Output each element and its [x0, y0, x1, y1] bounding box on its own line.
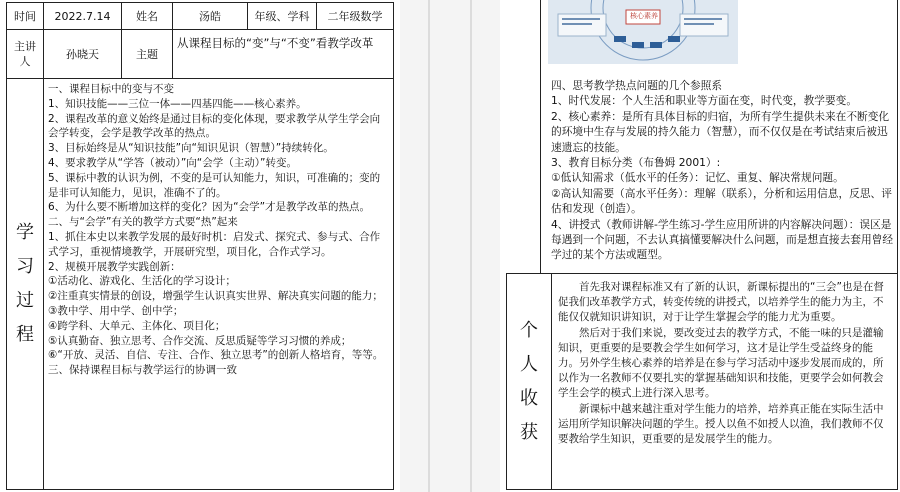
paragraph: ④跨学科、大单元、主体化、项目化；	[48, 319, 226, 332]
speaker-label-line2: 人	[19, 55, 31, 68]
paragraph: ②注重真实情景的创设，增强学生认识真实世界、解决真实问题的能力；	[48, 290, 383, 303]
side-char: 过	[16, 290, 34, 311]
paragraph: ①活动化、游戏化、生活化的学习设计；	[48, 275, 236, 288]
grade-subject-label: 年级、学科	[247, 2, 317, 30]
diagram-center-label: 核心素养	[630, 12, 658, 20]
paragraph: 3、目标始终是从“知识技能”向“知识见识（智慧）”持续转化。	[48, 142, 334, 155]
learning-process-content	[43, 78, 394, 490]
side-char: 人	[520, 353, 538, 375]
paragraph: 6、为什么要不断增加这样的变化？因为“会学”才是教学改革的热点。	[48, 201, 371, 214]
section-heading: 三、保持课程目标与教学运行的协调一致	[48, 364, 237, 377]
paragraph: 首先我对课程标准又有了新的认识，新课标提出的“三会”也是在督促我们改革教学方式，转变传统的讲授式，以培养学生的能力为主，不能仅仅就知识讲知识，对于让学生掌握会学的能力尤为重要。	[558, 281, 884, 324]
paragraph: 5、课标中教的认识为例，不变的是可认知能力，知识，可准确的；变的是非可认知能力，见识，准确不了的。	[48, 171, 381, 199]
section-heading: 四、思考教学热点问题的几个参照系	[551, 79, 723, 92]
paragraph: ③教中学、用中学、创中学；	[48, 304, 184, 317]
speaker-value: 孙晓天	[43, 29, 122, 79]
paragraph: 1、时代发展：个人生活和职业等方面在变，时代变，教学要变。	[551, 94, 858, 108]
gutter-divider	[470, 0, 472, 492]
date-value: 2022.7.14	[43, 2, 122, 30]
paragraph: 然后对于我们来说，要改变过去的教学方式，不能一味的只是灌输知识，更重要的是要教会学生如何学习，这才是让学生受益终身的能力。另外学生核心素养的培养是在参与学习活动中逐步发展而成的，所以作为一名教师不仅要扎实的掌握基础知识和技能，更要学会如何教会学生会学的模式上进行深入思考。	[558, 326, 884, 400]
speaker-label	[6, 29, 44, 79]
paragraph: ①低认知需求（低水平的任务）：记忆、重复、解决常规问题。	[551, 171, 844, 185]
name-value: 汤皓	[172, 2, 248, 30]
topic-value: 从课程目标的“变”与“不变”看教学改革	[172, 29, 394, 79]
personal-gain-content	[551, 273, 898, 490]
section-heading: 二、与“会学”有关的教学方式要“热”起来	[48, 216, 238, 229]
paragraph: ⑥“开放、灵活、自信、专注、合作、独立思考”的创新人格培育，等等。	[48, 349, 384, 362]
paragraph: 1、抓住本史以来教学发展的最好时机：启发式、探究式、参与式、合作式学习，重视情境教学，开展研究型，项目化，合作式学习。	[48, 230, 381, 258]
page-gutter	[400, 0, 500, 492]
reference-points-content	[540, 0, 898, 274]
name-label: 姓名	[121, 2, 173, 30]
paragraph: 4、要求教学从“学答（被动）”向“会学（主动）”转变。	[48, 156, 297, 169]
paragraph: 2、核心素养：是所有具体目标的归宿，为所有学生提供未来在不断变化的环境中生存与发展的持久能力（智慧），而不仅仅是在考试结束后被迅速遗忘的技能。	[551, 109, 890, 154]
paragraph: 3、教育目标分类（布鲁姆 2001）:	[551, 156, 721, 170]
paragraph: 4、讲授式（教师讲解-学生练习-学生应用所讲的内容解决问题）：误区是每遇到一个问题，不去认真搞懂要解决什么问题，而是想直接去套用曾经学过的某个方法或题型。	[551, 217, 894, 262]
side-char: 个	[520, 319, 538, 341]
paragraph: ⑤认真勤奋、独立思考、合作交流、反思质疑等学习习惯的养成；	[48, 334, 352, 347]
side-char: 获	[520, 421, 538, 443]
side-char: 程	[16, 324, 34, 345]
side-char: 学	[16, 222, 34, 243]
grade-subject-value: 二年级数学	[316, 2, 394, 30]
time-label: 时间	[6, 2, 44, 30]
paragraph: 新课标中越来越注重对学生能力的培养，培养真正能在实际生活中运用所学知识解决问题的学生。授人以鱼不如授人以渔，我们教师不仅要教给学生知识，更重要的是发展学生的能力。	[558, 402, 884, 446]
topic-label: 主题	[121, 29, 173, 79]
paragraph: 2、课程改革的意义始终是通过目标的变化体现，要求教学从学生学会向会学转变，会学是教学改革的热点。	[48, 112, 381, 140]
section-heading: 一、课程目标中的变与不变	[48, 83, 174, 95]
paragraph: 2、规模开展教学实践创新：	[48, 260, 181, 273]
gutter-divider	[428, 0, 430, 492]
personal-gain-label	[506, 273, 552, 490]
learning-process-label	[6, 78, 44, 490]
speaker-label-line1: 主讲	[14, 40, 36, 53]
paragraph: ②高认知需要（高水平任务）：理解（联系），分析和运用信息，反思、评估和发现（创造）。	[551, 186, 892, 216]
side-char: 收	[520, 387, 538, 409]
paragraph: 1、知识技能——三位一体——四基四能——核心素养。	[48, 97, 307, 110]
side-char: 习	[16, 256, 34, 277]
